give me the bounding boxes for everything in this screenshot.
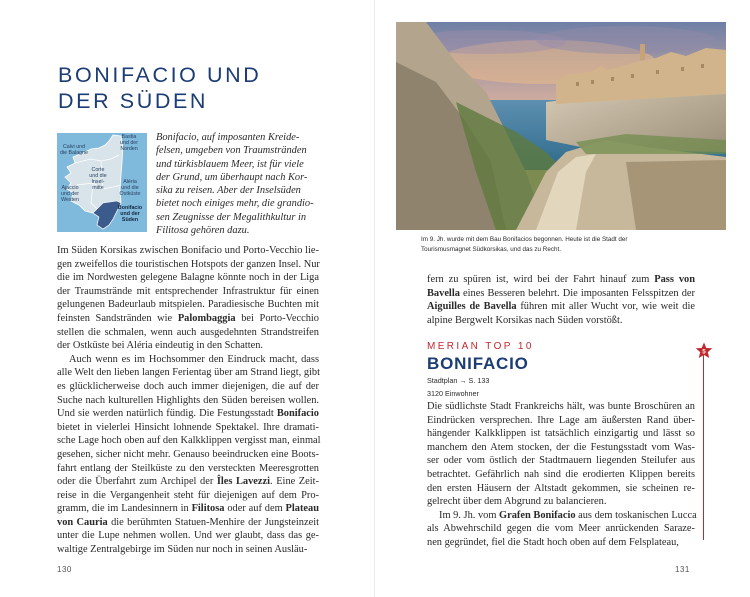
- body-line: Auch wenn es im Hochsommer den Eindruck macht, dass: [69, 353, 319, 365]
- photo-caption: [421, 235, 721, 254]
- body-line: es glücklicherweise doch auch immer diejenigen, die auf der: [57, 380, 319, 392]
- body-line: der Ostküste bei Aléria eindeutig in den Schatten.: [57, 340, 264, 352]
- body-line: nen gegründet, fiel die Stadt hoch oben auf dem Felsplateau,: [427, 536, 679, 548]
- highlighted-place-name: Pass von: [654, 274, 695, 285]
- highlighted-place-name: Palombaggia: [177, 312, 236, 324]
- body-line: alle Welt den lieben langen Ferientag über am Strand liegt, gibt: [57, 367, 320, 379]
- caption-line: Tourismusmagnet Südkorsikas, und das zu Recht.: [421, 245, 561, 253]
- body-line: den ersten Häusern der Altstadt gekommen, sie scheinen re-: [427, 482, 695, 494]
- chapter-title-line: BONIFACIO UND: [58, 63, 262, 87]
- body-line: stellen die schmalen, wenn auch ausgedehnten Strandstreifen: [57, 326, 319, 338]
- body-line: fahrt entlang der Steilküste zu den versteckten Meeresgrotten: [57, 462, 319, 474]
- map-label-line: Bonifacio: [117, 205, 143, 211]
- highlighted-place-name: Grafen Bonifacio: [499, 509, 576, 521]
- highlighted-place-name: Îles Lavezzi: [216, 476, 271, 488]
- page-number: 131: [675, 565, 690, 574]
- top10-star-number: 5: [702, 348, 706, 356]
- body-line: der Traumstrände mit entsprechender Infrastruktur für einen: [57, 285, 319, 297]
- body-line: sche Lage hoch oben auf den Kalkklippen vergisst man, einmal: [57, 435, 321, 447]
- stadtplan-reference[interactable]: Stadtplan → S. 133: [427, 376, 490, 385]
- population: 3120 Einwohner: [427, 389, 479, 398]
- map-label-line: die Balagne: [60, 150, 88, 156]
- map-label-line: Aléria: [123, 179, 137, 185]
- map-label-line: und die: [121, 185, 139, 191]
- body-line: oder die Überfahrt zum Archipel der Îles Lavezzi. Eine Zeit-: [57, 476, 319, 488]
- body-line: ser oder vom östlich der Stadtmauern liegenden Steilufer aus: [427, 455, 695, 467]
- intro-line: felsen, umgeben von Traumstränden: [156, 145, 307, 157]
- highlighted-place-name: Bonifacio: [276, 408, 319, 420]
- body-line: Die südlichste Stadt Frankreichs hält, was bunte Broschüren an: [427, 401, 695, 412]
- bonifacio-description: [427, 400, 695, 550]
- caption-line: Im 9. Jh. wurde mit dem Bau Bonifacios begonnen. Heute ist die Stadt der: [421, 236, 628, 243]
- map-label-line: und die: [89, 173, 107, 179]
- body-line: gesehen, sicher nicht mehr. Genauso beeindrucken eine Boots-: [57, 448, 319, 460]
- map-label-line: Norden: [120, 146, 138, 152]
- highlighted-place-name: Plateau: [285, 503, 319, 515]
- body-line: betrachtet. Gefährlich nah sind die erodierten Klippen bereits: [427, 468, 695, 480]
- body-line: manchem den Atem stocken, der die Festungsstadt vom Was-: [427, 441, 695, 453]
- body-line: feinsten Sandstränden wie Palombaggia bei Porto-Vecchio: [57, 312, 319, 324]
- intro-line: sika zu reisen. Aber der Inselsüden: [156, 185, 301, 197]
- top10-marker-line: [703, 355, 704, 540]
- map-label-line: Insel-: [91, 179, 105, 185]
- body-line: Und sie werden natürlich fündig. Die Festungsstadt Bonifacio: [57, 408, 319, 420]
- body-line: fern zu spüren ist, wird bei der Fahrt hinauf zum Pass von: [427, 274, 695, 285]
- body-line: waltige Zentralgebirge im Süden nur noch in seinen Ausläu-: [57, 544, 308, 556]
- map-label-line: Corte: [91, 167, 105, 173]
- body-line: unter die Lupe nehmen wollen. Und wer glaubt, dass das ge-: [57, 530, 319, 542]
- highlighted-place-name: Bavella: [427, 287, 460, 299]
- intro-line: der Grund, um überhaupt nach Kor-: [156, 171, 308, 183]
- body-line: Aiguilles de Bavella führen mit aller Wucht vor, wie weit die: [427, 301, 695, 313]
- map-label-line: Bastia: [121, 134, 137, 140]
- map-label-line: Ajaccio: [61, 185, 79, 191]
- map-label-line: Ostküste: [119, 191, 141, 197]
- map-label-line: und der: [120, 211, 140, 217]
- top10-title: BONIFACIO: [427, 354, 529, 373]
- body-line: als Abwehrschild gegen die vom Meer anrückenden Saraze-: [427, 523, 695, 535]
- map-label-line: Westen: [61, 197, 79, 203]
- body-line: gen zweifellos die touristischen Hotspots der ganzen Insel. Nur: [57, 258, 320, 270]
- body-text-continued: [427, 273, 695, 327]
- chapter-title-line: DER SÜDEN: [58, 89, 209, 113]
- map-label-line: und der: [120, 140, 138, 146]
- body-line: gelungenen Badeurlaub mitspielen. Paradiesische Buchten mit: [57, 299, 319, 311]
- map-label-line: und der: [61, 191, 79, 197]
- body-line: von Cauria die berühmten Statuen-Menhire der Jungsteinzeit: [57, 516, 319, 528]
- map-label-line: mitte: [92, 185, 104, 191]
- bonifacio-photo: [396, 22, 726, 230]
- body-line: Eindrücken versprechen. Ihre Lage am äußersten Rand über-: [427, 414, 695, 426]
- highlighted-place-name: Filitosa: [191, 503, 225, 515]
- map-label-line: Süden: [121, 217, 139, 223]
- body-line: Suche nach kulturellen Highlights den Süden bereisen wollen.: [57, 394, 319, 406]
- body-line: bietet in vielerlei Hinsicht lohnende Spektakel. Ihre dramati-: [57, 421, 319, 433]
- intro-line: sen Zeugnisse der Megalithkultur in: [156, 211, 307, 223]
- intro-line: bietet noch einiges mehr, die grandio-: [156, 198, 314, 210]
- page-number: 130: [57, 565, 72, 574]
- body-line: die im Nordwesten gelegene Balagne könnte noch in der Liga: [57, 272, 319, 284]
- intro-line: Bonifacio, auf imposanten Kreide-: [156, 132, 300, 143]
- highlighted-place-name: Aiguilles de Bavella: [427, 301, 517, 313]
- top10-star-icon: [695, 342, 713, 360]
- body-line: reise in die Vergangenheit steht für diejenigen auf dem Pro-: [57, 489, 319, 501]
- highlighted-place-name: von Cauria: [57, 516, 108, 528]
- map-label-line: Calvi und: [62, 144, 86, 150]
- intro-line: Filitosa gehören dazu.: [156, 225, 250, 237]
- merian-top10-label: MERIAN TOP 10: [427, 341, 534, 352]
- body-line: gelrecht über dem Abgrund zu balancieren.: [427, 496, 607, 508]
- body-line: hängender Kalkklippen ist tatsächlich einzigartig und lässt so: [427, 428, 695, 440]
- intro-line: und türkisblauem Meer, ist für viele: [156, 158, 304, 170]
- photo-illustration: [396, 22, 726, 230]
- body-line: Im 9. Jh. vom Grafen Bonifacio aus dem toskanischen Lucca: [439, 509, 697, 521]
- body-line: gramm, die im Landesinnern in Filitosa oder auf dem Plateau: [57, 503, 319, 515]
- body-line: alpine Bergwelt Korsikas nach Süden vorstößt.: [427, 314, 623, 326]
- body-line: Im Süden Korsikas zwischen Bonifacio und Porto-Vecchio lie-: [57, 245, 319, 256]
- body-line: Bavella eines Besseren belehrt. Die imposanten Felsspitzen der: [427, 287, 695, 299]
